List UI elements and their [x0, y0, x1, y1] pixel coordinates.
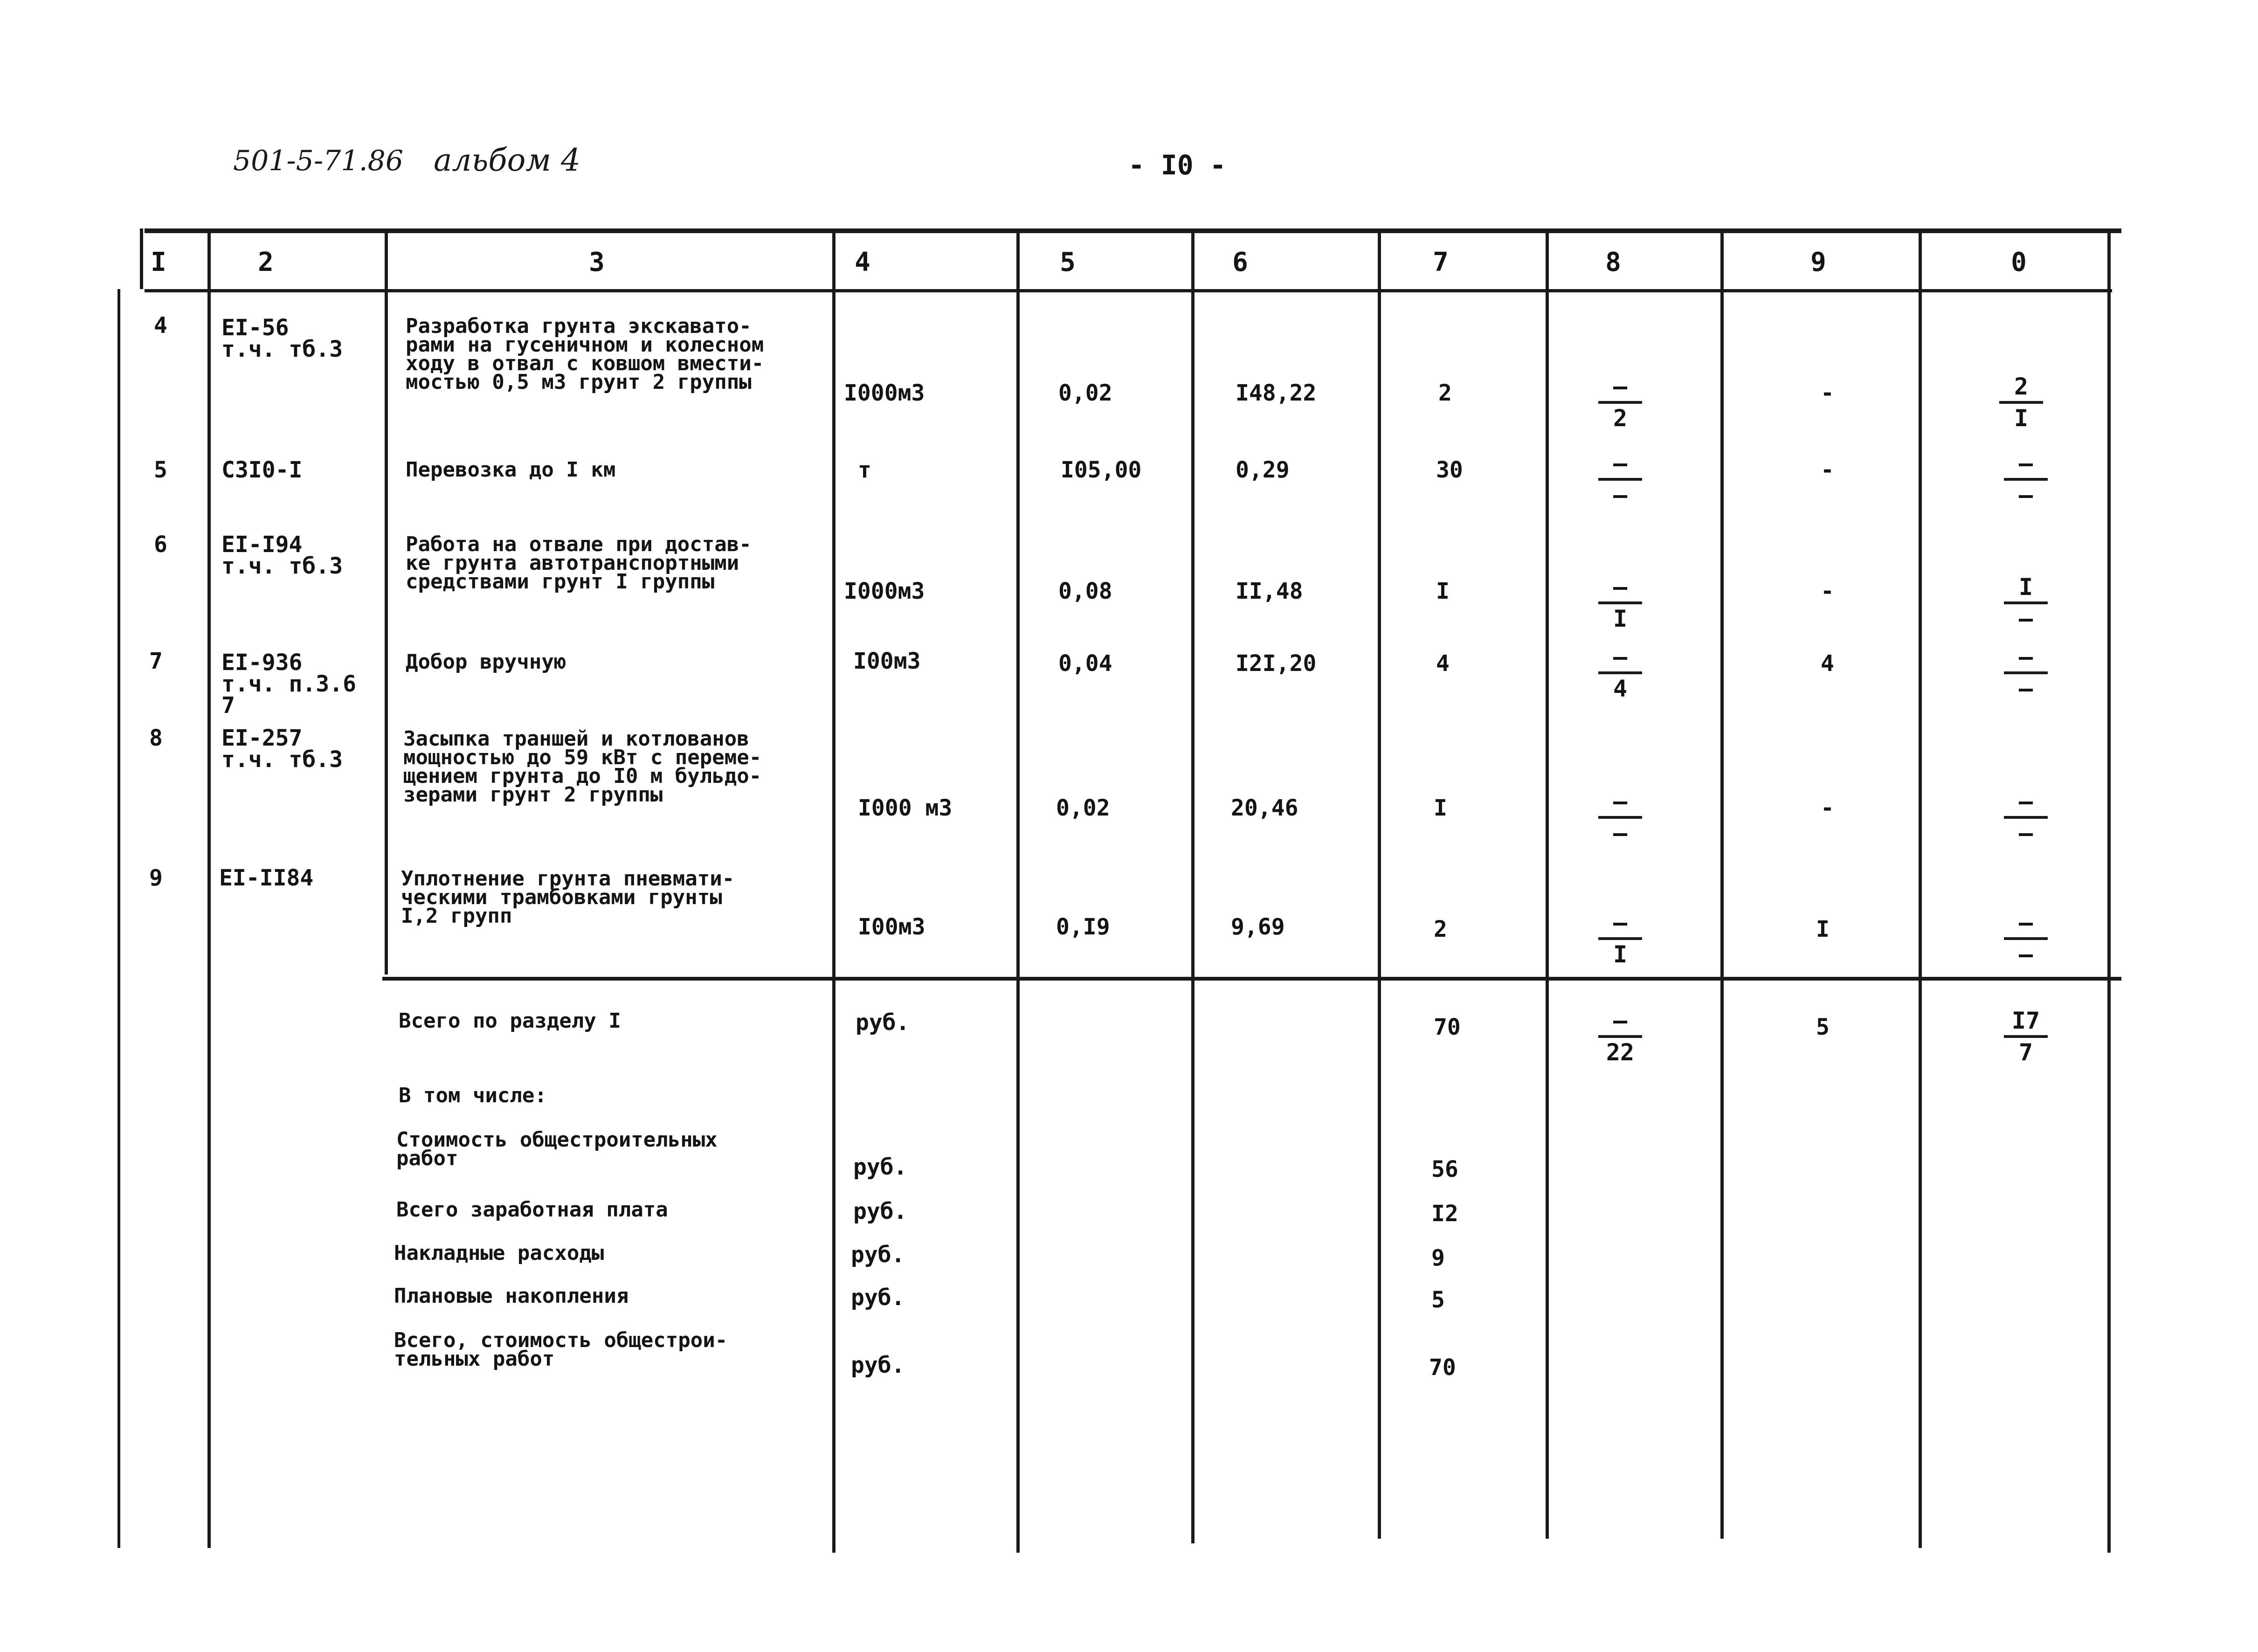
- norm-code: EI-II84: [219, 865, 314, 891]
- row-number: 8: [149, 725, 163, 751]
- col-border-8: [1720, 228, 1724, 1539]
- quantity: 0,I9: [1056, 914, 1110, 940]
- norm-code: EI-257 т.ч. тб.3: [221, 725, 343, 773]
- quantity: 0,02: [1056, 795, 1110, 821]
- col9-value: -: [1821, 457, 1834, 483]
- summary-item-label: Накладные расходы: [394, 1241, 604, 1265]
- summary-item-unit: руб.: [853, 1154, 907, 1180]
- col-border-7: [1546, 228, 1549, 1539]
- summary-item-value: 56: [1431, 1156, 1458, 1182]
- col-border-6: [1378, 228, 1381, 1539]
- unit: I00м3: [853, 648, 921, 674]
- col-header-10: 0: [2011, 247, 2027, 277]
- norm-code: EI-I94 т.ч. тб.3: [221, 532, 343, 579]
- col-header-6: 6: [1232, 247, 1248, 277]
- summary-item-label: Стоимость общестроительных работ: [396, 1128, 718, 1170]
- work-description: Разработка грунта экскавато- рами на гусеничном и колесном ходу в отвал с ковшом вмести- мостью 0,5 м3 грунт 2 группы: [406, 314, 764, 394]
- row-number: 6: [154, 532, 167, 558]
- fraction-col0: 2 I: [1996, 373, 2047, 432]
- including-label: В том числе:: [399, 1084, 547, 1107]
- section-total-fraction-col0: I7 7: [2000, 1007, 2051, 1066]
- unit: I000м3: [844, 380, 925, 406]
- summary-item-value: I2: [1431, 1201, 1458, 1227]
- header-divider: [145, 289, 2112, 292]
- section-total-label: Всего по разделу I: [399, 1009, 621, 1033]
- fraction-col8: – –: [1595, 450, 1646, 509]
- total-cost: 2: [1434, 916, 1447, 942]
- total-cost: I: [1436, 578, 1450, 604]
- fraction-col0: I –: [2000, 574, 2051, 632]
- summary-item-value: 70: [1429, 1355, 1456, 1381]
- norm-code: EI-56 т.ч. тб.3: [221, 315, 343, 362]
- unit: I000м3: [844, 578, 925, 604]
- col-border-1: [207, 228, 211, 1548]
- table-top-border: [145, 228, 2121, 233]
- col-border-0b: [117, 289, 120, 1548]
- fraction-col0: – –: [2000, 643, 2051, 702]
- summary-item-unit: руб.: [851, 1242, 905, 1268]
- col-header-7: 7: [1433, 247, 1449, 277]
- fraction-col8: – I: [1595, 574, 1646, 632]
- col-border-3: [832, 228, 836, 1553]
- col9-value: -: [1821, 578, 1834, 604]
- summary-item-label: Плановые накопления: [394, 1284, 629, 1308]
- quantity: 0,02: [1058, 380, 1112, 406]
- col-header-8: 8: [1605, 247, 1621, 277]
- summary-item-unit: руб.: [851, 1352, 905, 1378]
- quantity: 0,08: [1058, 578, 1112, 604]
- summary-item-unit: руб.: [853, 1198, 907, 1224]
- fraction-col8: – 2: [1595, 373, 1646, 432]
- col-header-2: 2: [258, 247, 274, 277]
- col-border-10: [2107, 228, 2111, 1553]
- section-total-unit: руб.: [856, 1009, 910, 1036]
- unit: т: [858, 457, 871, 483]
- col-border-2: [385, 228, 388, 975]
- fraction-col0: – –: [2000, 788, 2051, 847]
- summary-item-value: 5: [1431, 1287, 1445, 1313]
- row-number: 7: [149, 648, 163, 674]
- fraction-col0: – –: [2000, 450, 2051, 509]
- document-code: 501-5-71.86: [233, 145, 404, 177]
- row-number: 5: [154, 457, 167, 483]
- work-description: Добор вручную: [406, 650, 566, 674]
- summary-item-label: Всего, стоимость общестрои- тельных работ: [394, 1328, 728, 1371]
- total-cost: 30: [1436, 457, 1463, 483]
- col-header-4: 4: [855, 247, 870, 277]
- row-number: 4: [154, 312, 167, 339]
- col-header-5: 5: [1060, 247, 1076, 277]
- summary-item-label: Всего заработная плата: [396, 1198, 668, 1222]
- summary-item-unit: руб.: [851, 1285, 905, 1311]
- work-description: Работа на отвале при достав- ке грунта автотранспортными средствами грунт I группы: [406, 532, 752, 594]
- col-border-0: [140, 228, 143, 289]
- work-description: Перевозка до I км: [406, 458, 616, 482]
- total-cost: 2: [1438, 380, 1452, 406]
- summary-divider: [382, 977, 2121, 981]
- quantity: I05,00: [1061, 457, 1142, 483]
- col-header-9: 9: [1810, 247, 1826, 277]
- work-description: Уплотнение грунта пневмати- ческими трамбовками грунты I,2 групп: [401, 867, 735, 928]
- col-border-9: [1919, 228, 1922, 1548]
- unit-price: 20,46: [1231, 795, 1298, 821]
- row-number: 9: [149, 865, 163, 891]
- col9-value: 4: [1821, 650, 1834, 677]
- unit-price: 0,29: [1236, 457, 1290, 483]
- unit-price: I48,22: [1236, 380, 1317, 406]
- section-total-value: 70: [1434, 1014, 1461, 1040]
- fraction-col0: – –: [2000, 909, 2051, 968]
- quantity: 0,04: [1058, 650, 1112, 677]
- fraction-col8: – I: [1595, 909, 1646, 968]
- unit-price: I2I,20: [1236, 650, 1317, 677]
- unit-price: II,48: [1236, 578, 1303, 604]
- col9-value: I: [1816, 916, 1830, 942]
- fraction-col8: – –: [1595, 788, 1646, 847]
- album-label: альбом 4: [434, 142, 581, 178]
- unit: I000 м3: [858, 795, 953, 821]
- norm-code: C3I0-I: [221, 457, 303, 483]
- norm-code: EI-936 т.ч. п.3.6 7: [221, 650, 356, 719]
- fraction-col8: – 4: [1595, 643, 1646, 702]
- page-number: - I0 -: [1128, 149, 1226, 181]
- total-cost: I: [1434, 795, 1447, 821]
- work-description: Засыпка траншей и котлованов мощностью до 59 кВт с переме- щением грунта до I0 м бульдо- зерами грунт 2 группы: [403, 727, 762, 807]
- col9-value: -: [1821, 380, 1834, 406]
- section-total-fraction-col8: – 22: [1595, 1007, 1646, 1066]
- col-header-1: I: [151, 247, 166, 277]
- total-cost: 4: [1436, 650, 1450, 677]
- summary-item-value: 9: [1431, 1245, 1445, 1271]
- col9-value: -: [1821, 795, 1834, 821]
- col-header-3: 3: [589, 247, 605, 277]
- section-total-col9: 5: [1816, 1014, 1830, 1040]
- unit-price: 9,69: [1231, 914, 1285, 940]
- col-border-5: [1191, 228, 1195, 1543]
- col-border-4: [1016, 228, 1020, 1553]
- unit: I00м3: [858, 914, 925, 940]
